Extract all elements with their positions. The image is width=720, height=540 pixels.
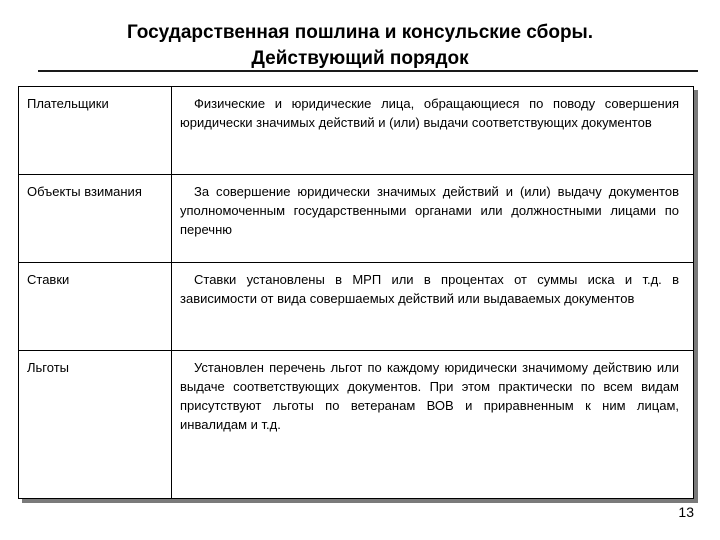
row-description: Ставки установлены в МРП или в процентах от суммы иска и т.д. в зависимости от вида совершаемых действий или выдаваемых документов	[172, 263, 694, 351]
row-label: Объекты взимания	[19, 175, 172, 263]
slide-title	[30, 20, 690, 72]
table-row-payers	[19, 87, 694, 175]
duty-table	[18, 86, 694, 499]
slide-title-line-1: Государственная пошлина и консульские сборы.	[126, 22, 594, 43]
slide-title-line-2: Действующий порядок	[251, 48, 469, 69]
page-number: 13	[678, 504, 694, 520]
row-description: Физические и юридические лица, обращающиеся по поводу совершения юридически значимых действий и (или) выдачи соответствующих документов	[172, 87, 694, 175]
row-description: За совершение юридически значимых действий и (или) выдачу документов уполномоченным государственными органами или должностными лицами по перечню	[172, 175, 694, 263]
table-row-objects	[19, 175, 694, 263]
row-label: Льготы	[19, 351, 172, 499]
row-label: Плательщики	[19, 87, 172, 175]
row-label: Ставки	[19, 263, 172, 351]
row-description: Установлен перечень льгот по каждому юридически значимому действию или выдаче соответствующих документов. При этом практически по всем видам присутствуют льготы по ветеранам ВОВ и приравненным к ним лицам, инвалидам и т.д.	[172, 351, 694, 499]
title-divider	[38, 70, 698, 72]
table-row-benefits	[19, 351, 694, 499]
table-row-rates	[19, 263, 694, 351]
